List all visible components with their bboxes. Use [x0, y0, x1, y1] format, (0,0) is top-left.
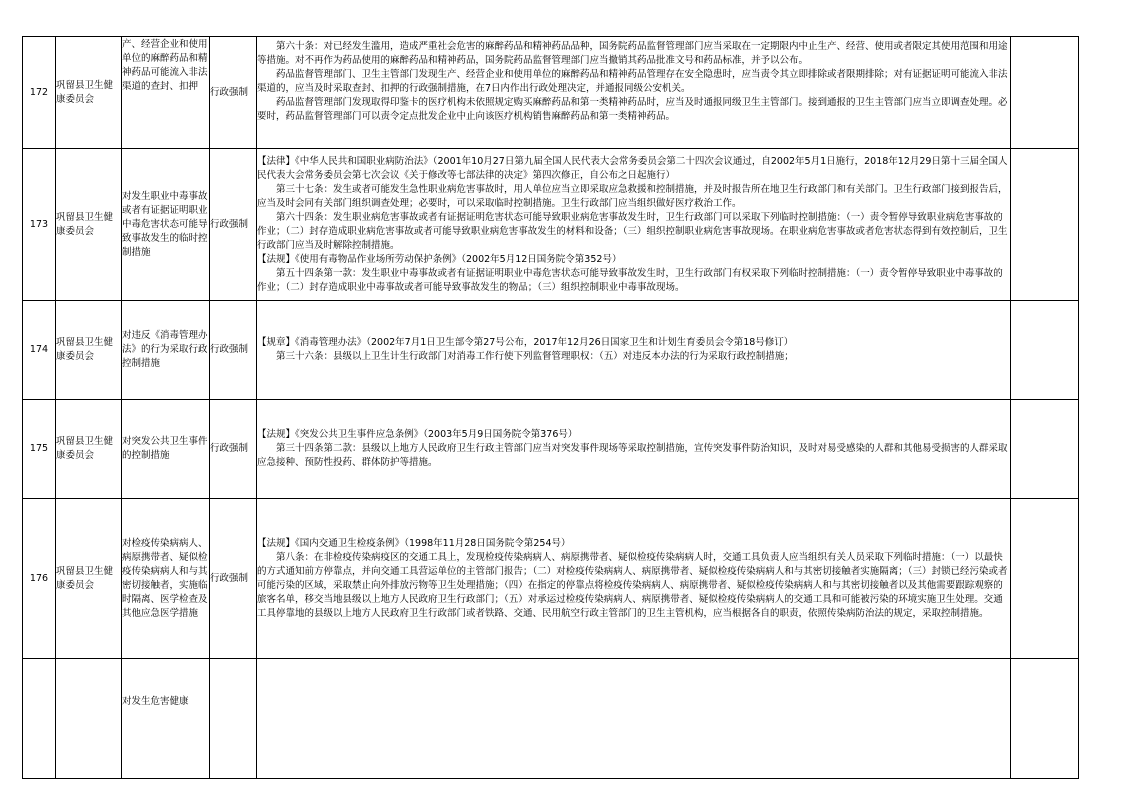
department-name: 巩留县卫生健康委员会 — [56, 400, 122, 499]
basis-paragraph: 药品监督管理部门发现取得印鉴卡的医疗机构未依照规定购买麻醉药品和第一类精神药品时，应当及时通报同级卫生主管部门。接到通报的卫生主管部门应当立即调查处理。必要时，药品监督管理部门可以责令定点批发企业中止向该医疗机构销售麻醉药品和第一类精神药品。 — [257, 97, 1008, 122]
row-number: 174 — [23, 301, 56, 400]
table-row — [23, 37, 1079, 149]
department-name: 巩留县卫生健康委员会 — [56, 37, 122, 149]
table-row — [23, 659, 1079, 779]
department-name — [56, 659, 122, 779]
basis-paragraph: 第三十四条第二款：县级以上地方人民政府卫生行政主管部门应当对突发事件现场等采取控制措施，宣传突发事件防治知识，及时对易受感染的人群和其他易受损害的人群采取应急接种、预防性投药、群体防护等措施。 — [257, 443, 1008, 468]
department-name: 巩留县卫生健康委员会 — [56, 499, 122, 659]
basis-paragraph: 【法规】《国内交通卫生检疫条例》（1998年11月28日国务院令第254号） — [257, 537, 571, 549]
item-name: 对发生职业中毒事故或者有证据证明职业中毒危害状态可能导致事故发生的临时控制措施 — [122, 149, 210, 301]
remark-cell — [1011, 659, 1079, 779]
item-type: 行政强制 — [210, 37, 257, 149]
basis-paragraph: 第五十四条第一款：发生职业中毒事故或者有证据证明职业中毒危害状态可能导致事故发生时，卫生行政部门有权采取下列临时控制措施：（一）责令暂停导致职业中毒事故的作业；（二）封存造成职业中毒事故或者可能导致事故发生的物品；（三）组织控制职业中毒事故现场。 — [257, 267, 1003, 293]
legal-basis — [257, 37, 1011, 149]
item-type: 行政强制 — [210, 301, 257, 400]
basis-paragraph: 【法规】《突发公共卫生事件应急条例》（2003年5月9日国务院令第376号） — [257, 429, 578, 440]
basis-paragraph: 【法律】《中华人民共和国职业病防治法》（2001年10月27日第九届全国人民代表大会常务委员会第二十四次会议通过，自2002年5月1日施行，2018年12月29日第十三届全国人民代表大会常务委员会第七次会议《关于修改等七部法律的决定》第四次修正，自公布之日起施行） — [257, 155, 1008, 181]
basis-paragraph: 【规章】《消毒管理办法》（2002年7月1日卫生部令第27号公布，2017年12月26日国家卫生和计划生育委员会令第18号修订） — [257, 337, 794, 348]
basis-paragraph: 药品监督管理部门、卫生主管部门发现生产、经营企业和使用单位的麻醉药品和精神药品管理存在安全隐患时，应当责令其立即排除或者限期排除；对有证据证明可能流入非法渠道的，应当及时采取查封、扣押的行政强制措施，在7日内作出行政处理决定，并通报同级公安机关。 — [257, 69, 1008, 94]
row-number: 172 — [23, 37, 56, 149]
remark-cell — [1011, 499, 1079, 659]
legal-basis — [257, 659, 1011, 779]
legal-basis — [257, 301, 1011, 400]
basis-paragraph: 第八条：在非检疫传染病疫区的交通工具上，发现检疫传染病病人、病原携带者、疑似检疫传染病病人时，交通工具负责人应当组织有关人员采取下列临时措施：（一）以最快的方式通知前方停靠点，并向交通工具营运单位的主管部门报告；（二）对检疫传染病病人、病原携带者、疑似检疫传染病病人和与其密切接触者实施隔离；（三）封锁已经污染或者可能污染的区域，采取禁止向外排放污物等卫生处理措施；（四）在指定的停靠点将检疫传染病病人、病原携带者、疑似检疫传染病病人和与其密切接触者以及其他需要跟踪观察的旅客名单，移交当地县级以上地方人民政府卫生行政部门；（五）对承运过检疫传染病病人、病原携带者、疑似检疫传染病病人的交通工具和可能被污染的环境实施卫生处理。交通工具停靠地的县级以上地方人民政府卫生行政部门或者铁路、交通、民用航空行政主管部门的卫生主管机构，应当根据各自的职责，依照传染病防治法的规定，采取控制措施。 — [257, 551, 1008, 619]
basis-paragraph: 【法规】《使用有毒物品作业场所劳动保护条例》（2002年5月12日国务院令第352号） — [257, 253, 622, 265]
legal-basis — [257, 499, 1011, 659]
basis-paragraph: 第三十七条：发生或者可能发生急性职业病危害事故时，用人单位应当立即采取应急救援和控制措施，并及时报告所在地卫生行政部门和有关部门。卫生行政部门接到报告后，应当及时会同有关部门组织调查处理；必要时，可以采取临时控制措施。卫生行政部门应当组织做好医疗救治工作。 — [257, 183, 1008, 209]
remark-cell — [1011, 301, 1079, 400]
department-name: 巩留县卫生健康委员会 — [56, 149, 122, 301]
item-type — [210, 659, 257, 779]
row-number: 176 — [23, 499, 56, 659]
table-row — [23, 301, 1079, 400]
item-name: 对发生危害健康 — [122, 659, 210, 779]
power-list-table — [22, 36, 1079, 779]
remark-cell — [1011, 37, 1079, 149]
basis-paragraph: 第六十四条：发生职业病危害事故或者有证据证明危害状态可能导致职业病危害事故发生时，卫生行政部门可以采取下列临时控制措施：（一）责令暂停导致职业病危害事故的作业；（二）封存造成职业病危害事故或者可能导致职业病危害事故发生的材料和设备；（三）组织控制职业病危害事故现场。在职业病危害事故或者危害状态得到有效控制后，卫生行政部门应当及时解除控制措施。 — [257, 211, 1008, 251]
item-type: 行政强制 — [210, 149, 257, 301]
item-name: 对检疫传染病病人、病原携带者、疑似检疫传染病病人和与其密切接触者，实施临时隔离、医学检查及其他应急医学措施 — [122, 499, 210, 659]
item-name: 产、经营企业和使用单位的麻醉药品和精神药品可能流入非法渠道的查封、扣押 — [122, 37, 210, 149]
table-row — [23, 149, 1079, 301]
legal-basis — [257, 149, 1011, 301]
item-type: 行政强制 — [210, 400, 257, 499]
basis-paragraph: 第三十六条：县级以上卫生计生行政部门对消毒工作行使下列监督管理职权：（五）对违反本办法的行为采取行政控制措施； — [276, 351, 794, 362]
row-number: 173 — [23, 149, 56, 301]
row-number — [23, 659, 56, 779]
department-name: 巩留县卫生健康委员会 — [56, 301, 122, 400]
row-number: 175 — [23, 400, 56, 499]
item-type: 行政强制 — [210, 499, 257, 659]
legal-basis — [257, 400, 1011, 499]
table-row — [23, 400, 1079, 499]
item-name: 对违反《消毒管理办法》的行为采取行政控制措施 — [122, 301, 210, 400]
item-name: 对突发公共卫生事件的控制措施 — [122, 400, 210, 499]
remark-cell — [1011, 400, 1079, 499]
table-row — [23, 499, 1079, 659]
remark-cell — [1011, 149, 1079, 301]
basis-paragraph: 第六十条：对已经发生滥用，造成严重社会危害的麻醉药品和精神药品品种，国务院药品监督管理部门应当采取在一定期限内中止生产、经营、使用或者限定其使用范围和用途等措施。对不再作为药品使用的麻醉药品和精神药品，国务院药品监督管理部门应当撤销其药品批准文号和药品标准，并予以公布。 — [257, 41, 1008, 66]
